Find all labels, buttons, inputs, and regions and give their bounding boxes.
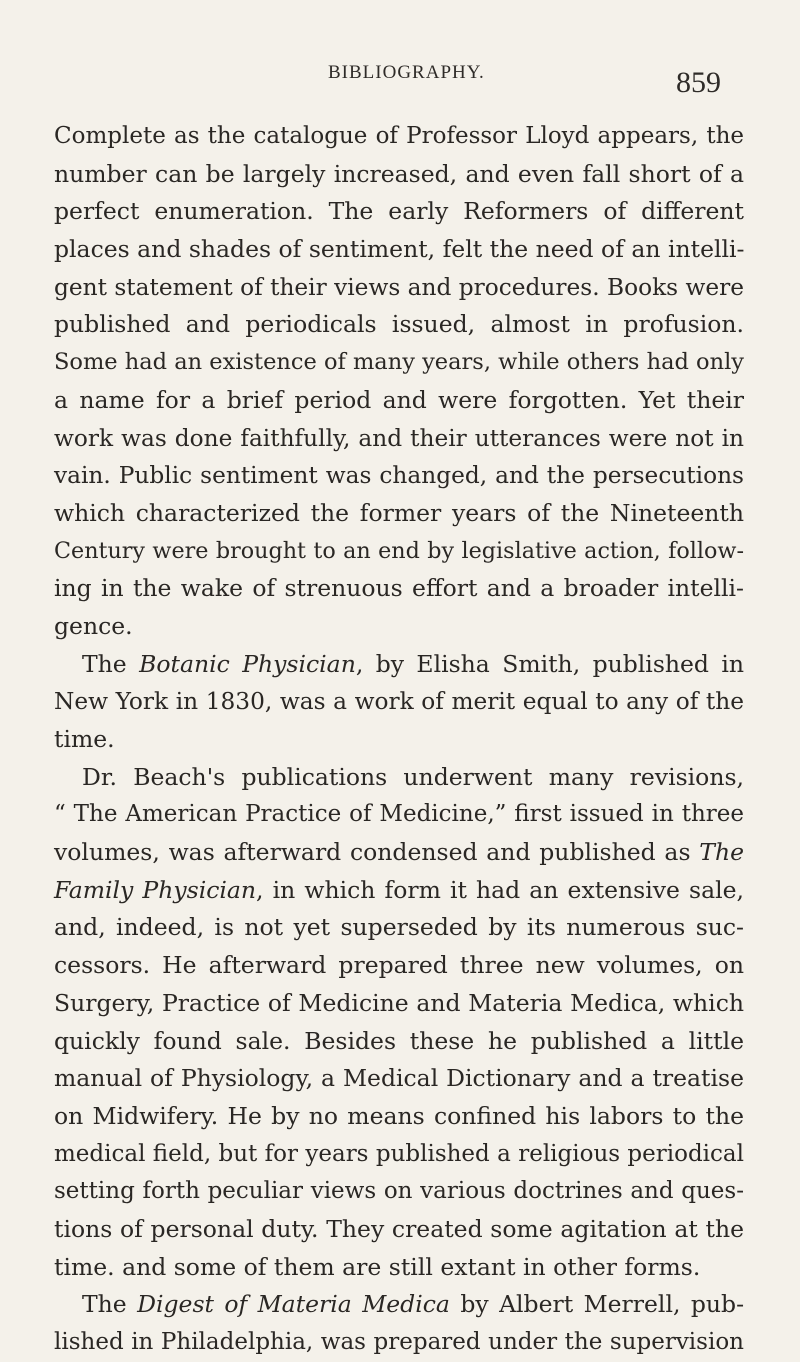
text-line: gent statement of their views and procedures. Books were	[54, 273, 745, 301]
text-run: by Albert Merrell, pub-	[449, 1290, 745, 1319]
text-line	[54, 872, 744, 910]
text-line: quickly found sale. Besides these he published a little	[54, 1026, 744, 1055]
text-line: cessors. He afterward prepared three new volumes, on	[54, 951, 744, 980]
text-line: and, indeed, is not yet superseded by its numerous suc-	[54, 913, 744, 942]
text-line: perfect enumeration. The early Reformers of different	[54, 197, 744, 226]
body-text	[54, 118, 744, 1362]
text-line: lished in Philadelphia, was prepared under the supervision	[54, 1329, 744, 1355]
text-line: manual of Physiology, a Medical Dictionary and a treatise	[54, 1064, 744, 1093]
text-run: , in which form it had an extensive sale,	[256, 875, 744, 904]
text-run: , by Elisha Smith, published in	[355, 649, 745, 678]
text-line: vain. Public sentiment was changed, and the persecutions	[54, 462, 744, 490]
text-line	[54, 646, 744, 684]
text-line: on Midwifery. He by no means confined his labors to the	[54, 1101, 744, 1130]
text-line: Century were brought to an end by legislative action, follow-	[54, 537, 744, 564]
text-line	[54, 834, 744, 872]
text-line: ing in the wake of strenuous effort and a broader intelli-	[54, 574, 744, 603]
text-line: which characterized the former years of the Nineteenth	[54, 498, 744, 527]
text-run: The	[82, 1290, 138, 1319]
book-title: The	[699, 838, 744, 867]
text-line: a name for a brief period and were forgotten. Yet their	[54, 385, 744, 414]
book-title: Botanic Physician	[139, 649, 356, 678]
text-run: The	[82, 649, 140, 678]
text-line: number can be largely increased, and even fall short of a	[54, 159, 744, 188]
text-line: time.	[54, 725, 115, 753]
book-title: Digest of Materia Medica	[137, 1290, 450, 1319]
text-line: Complete as the catalogue of Professor Lloyd appears, the	[54, 123, 744, 149]
text-line: Dr. Beach's publications underwent many revisions,	[82, 762, 744, 791]
text-line: gence.	[54, 611, 133, 640]
text-line: Surgery, Practice of Medicine and Materia Medica, which	[54, 988, 744, 1017]
text-line: published and periodicals issued, almost in profusion.	[54, 310, 744, 339]
text-run: volumes, was afterward condensed and published as	[54, 838, 700, 867]
text-line: places and shades of sentiment, felt the need of an intelli-	[54, 235, 745, 264]
book-title: Family Physician	[54, 875, 257, 904]
text-line: tions of personal duty. They created some agitation at the	[54, 1214, 744, 1243]
text-line	[54, 1286, 744, 1324]
text-line: time. and some of them are still extant in other forms.	[54, 1252, 701, 1281]
page-number: 859	[676, 66, 721, 99]
text-line: “ The American Practice of Medicine,” first issued in three	[54, 801, 744, 828]
text-line: New York in 1830, was a work of merit equal to any of the	[54, 688, 744, 716]
text-line: medical field, but for years published a religious periodical	[54, 1140, 744, 1167]
text-line: setting forth peculiar views on various doctrines and ques-	[54, 1178, 744, 1205]
running-head: BIBLIOGRAPHY.	[328, 62, 485, 83]
text-line: Some had an existence of many years, while others had only	[54, 349, 744, 376]
text-line: work was done faithfully, and their utterances were not in	[54, 424, 744, 452]
